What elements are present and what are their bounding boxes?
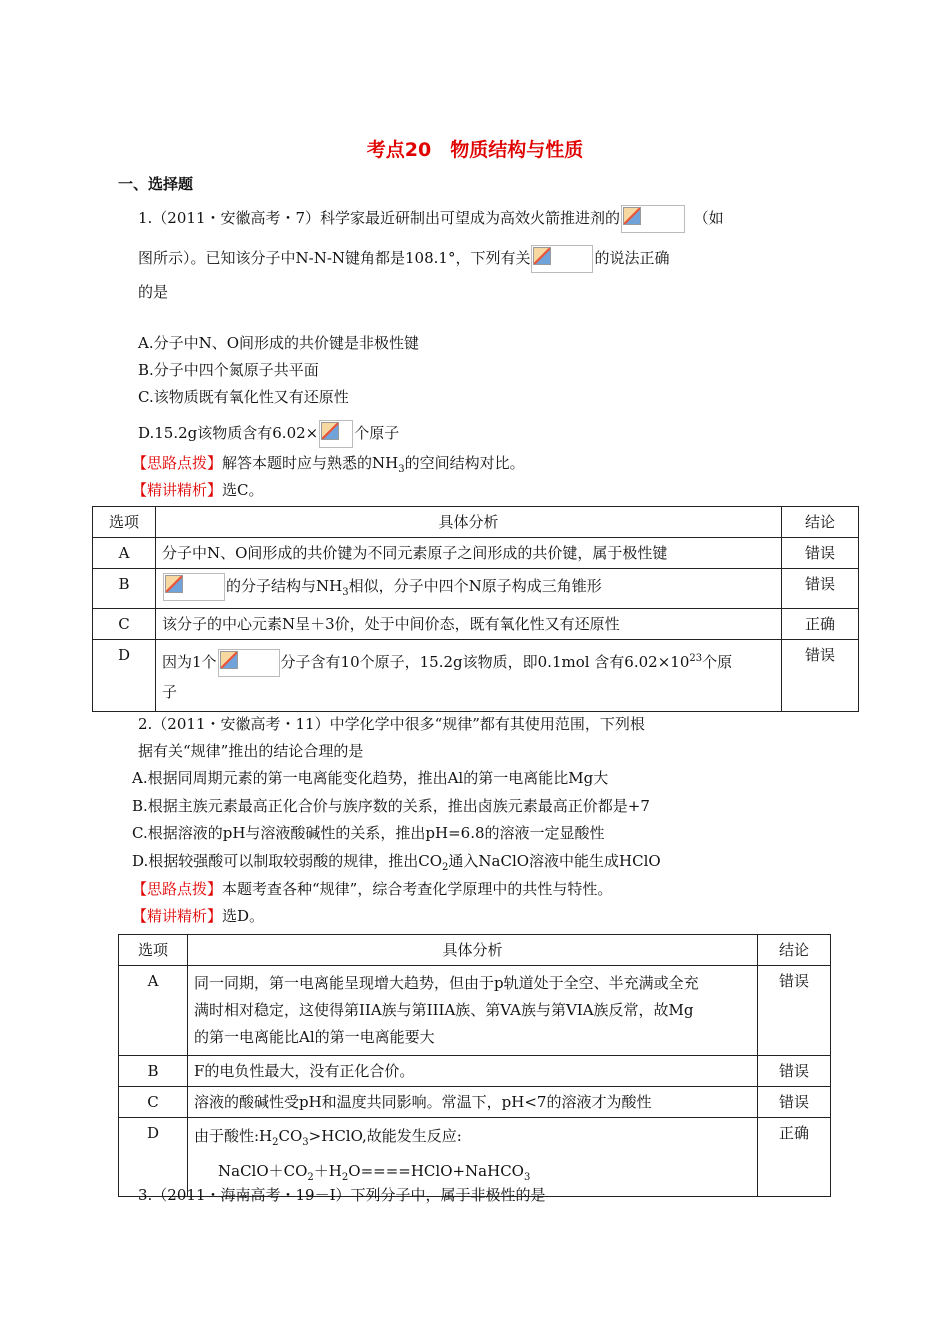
table-cell: A bbox=[93, 538, 156, 569]
q2-stem-line2: 据有关“规律”推出的结论合理的是 bbox=[138, 742, 364, 760]
image-placeholder-icon bbox=[165, 575, 183, 593]
q1-stem-line1: 1.（2011・安徽高考・7）科学家最近研制出可望成为高效火箭推进剂的 （如 bbox=[138, 205, 724, 233]
table-cell: B bbox=[93, 569, 156, 609]
q2-option-c: C.根据溶液的pH与溶液酸碱性的关系，推出pH=6.8的溶液一定显酸性 bbox=[132, 824, 605, 842]
table-cell: 因为1个 分子含有10个原子，15.2g该物质，即0.1mol 含有$6.02\times 10^{23}$个原 子 bbox=[156, 640, 782, 712]
q1-answer: 【精讲精析】选C。 bbox=[132, 481, 264, 499]
table-cell: C bbox=[119, 1087, 188, 1118]
table-cell: A bbox=[119, 966, 188, 1056]
image-placeholder-icon bbox=[321, 422, 339, 440]
table-cell: D bbox=[119, 1118, 188, 1197]
table-cell: 错误 bbox=[782, 538, 859, 569]
table-cell: 结论 bbox=[782, 507, 859, 538]
formula-image bbox=[531, 245, 593, 273]
table-row bbox=[93, 569, 859, 609]
table-cell: 错误 bbox=[782, 640, 859, 712]
page-title: 考点20 物质结构与性质 bbox=[366, 139, 584, 161]
table-row bbox=[93, 538, 859, 569]
table-header-row bbox=[93, 507, 859, 538]
table-cell: 由于酸性$:H_2CO_3>HClO$,故能发生反应: $NaClO+CO_2+H_2O====HClO+NaHCO_3$ bbox=[188, 1118, 758, 1197]
table-cell: 选项 bbox=[93, 507, 156, 538]
q2-answer: 【精讲精析】选D。 bbox=[132, 907, 265, 925]
table-cell: 错误 bbox=[758, 1056, 831, 1087]
formula-image bbox=[218, 649, 280, 677]
q2-option-d: D.根据较强酸可以制取较弱酸的规律，推出$CO_2$通入NaClO溶液中能生成HClO bbox=[132, 852, 661, 873]
table-cell: 同一同期，第一电离能呈现增大趋势，但由于p轨道处于全空、半充满或全充 满时相对稳定，这使得第IIA族与第IIIA族、第VA族与第VIA族反常，故Mg 的第一电离能比Al的第一电离能要大 bbox=[188, 966, 758, 1056]
q2-analysis-table bbox=[118, 934, 831, 1197]
q2-option-b: B.根据主族元素最高正化合价与族序数的关系，推出卤族元素最高正价都是+7 bbox=[132, 797, 650, 815]
q1-analysis-table bbox=[92, 506, 859, 712]
table-cell: 正确 bbox=[782, 609, 859, 640]
q1-stem-line2: 图所示）。已知该分子中N-N-N键角都是108.1°，下列有关 的说法正确 bbox=[138, 245, 669, 273]
table-cell: 结论 bbox=[758, 935, 831, 966]
image-placeholder-icon bbox=[220, 651, 238, 669]
image-placeholder-icon bbox=[623, 207, 641, 225]
table-cell: 错误 bbox=[782, 569, 859, 609]
formula-image bbox=[621, 205, 685, 233]
exponent-image bbox=[319, 420, 353, 448]
table-cell: 的分子结构与$NH_3$相似，分子中四个N原子构成三角锥形 bbox=[156, 569, 782, 609]
formula-image bbox=[163, 573, 225, 601]
q3-stem-line1: 3.（2011・海南高考・19－I）下列分子中，属于非极性的是 bbox=[138, 1186, 546, 1204]
section-heading: 一、选择题 bbox=[118, 175, 194, 193]
q1-option-c: C.该物质既有氧化性又有还原性 bbox=[138, 388, 349, 406]
table-cell: B bbox=[119, 1056, 188, 1087]
table-cell: 分子中N、O间形成的共价键为不同元素原子之间形成的共价键，属于极性键 bbox=[156, 538, 782, 569]
q1-stem-line3: 的是 bbox=[138, 283, 169, 301]
table-cell: C bbox=[93, 609, 156, 640]
q2-option-a: A.根据同周期元素的第一电离能变化趋势，推出Al的第一电离能比Mg大 bbox=[132, 769, 609, 787]
table-cell: 该分子的中心元素N呈＋3价，处于中间价态，既有氧化性又有还原性 bbox=[156, 609, 782, 640]
table-cell: 溶液的酸碱性受pH和温度共同影响。常温下，pH<7的溶液才为酸性 bbox=[188, 1087, 758, 1118]
table-header-row bbox=[119, 935, 831, 966]
q2-stem-line1: 2.（2011・安徽高考・11）中学化学中很多“规律”都有其使用范围，下列根 bbox=[138, 715, 645, 733]
table-row bbox=[93, 609, 859, 640]
image-placeholder-icon bbox=[533, 247, 551, 265]
q2-hint: 【思路点拨】本题考查各种“规律”，综合考查化学原理中的共性与特性。 bbox=[132, 880, 613, 898]
table-cell: 错误 bbox=[758, 1087, 831, 1118]
table-cell: 具体分析 bbox=[188, 935, 758, 966]
table-row bbox=[93, 640, 859, 712]
table-cell: 选项 bbox=[119, 935, 188, 966]
q1-option-b: B.分子中四个氮原子共平面 bbox=[138, 361, 319, 379]
table-cell: 正确 bbox=[758, 1118, 831, 1197]
table-cell: D bbox=[93, 640, 156, 712]
table-row bbox=[119, 1087, 831, 1118]
table-cell: F的电负性最大，没有正化合价。 bbox=[188, 1056, 758, 1087]
table-cell: 具体分析 bbox=[156, 507, 782, 538]
table-row bbox=[119, 966, 831, 1056]
q1-hint: 【思路点拨】解答本题时应与熟悉的$NH_3$的空间结构对比。 bbox=[132, 454, 525, 475]
table-row bbox=[119, 1056, 831, 1087]
table-cell: 错误 bbox=[758, 966, 831, 1056]
q1-option-a: A.分子中N、O间形成的共价键是非极性键 bbox=[138, 334, 420, 352]
q1-option-d: D.15.2g该物质含有6.02× 个原子 bbox=[138, 420, 399, 448]
